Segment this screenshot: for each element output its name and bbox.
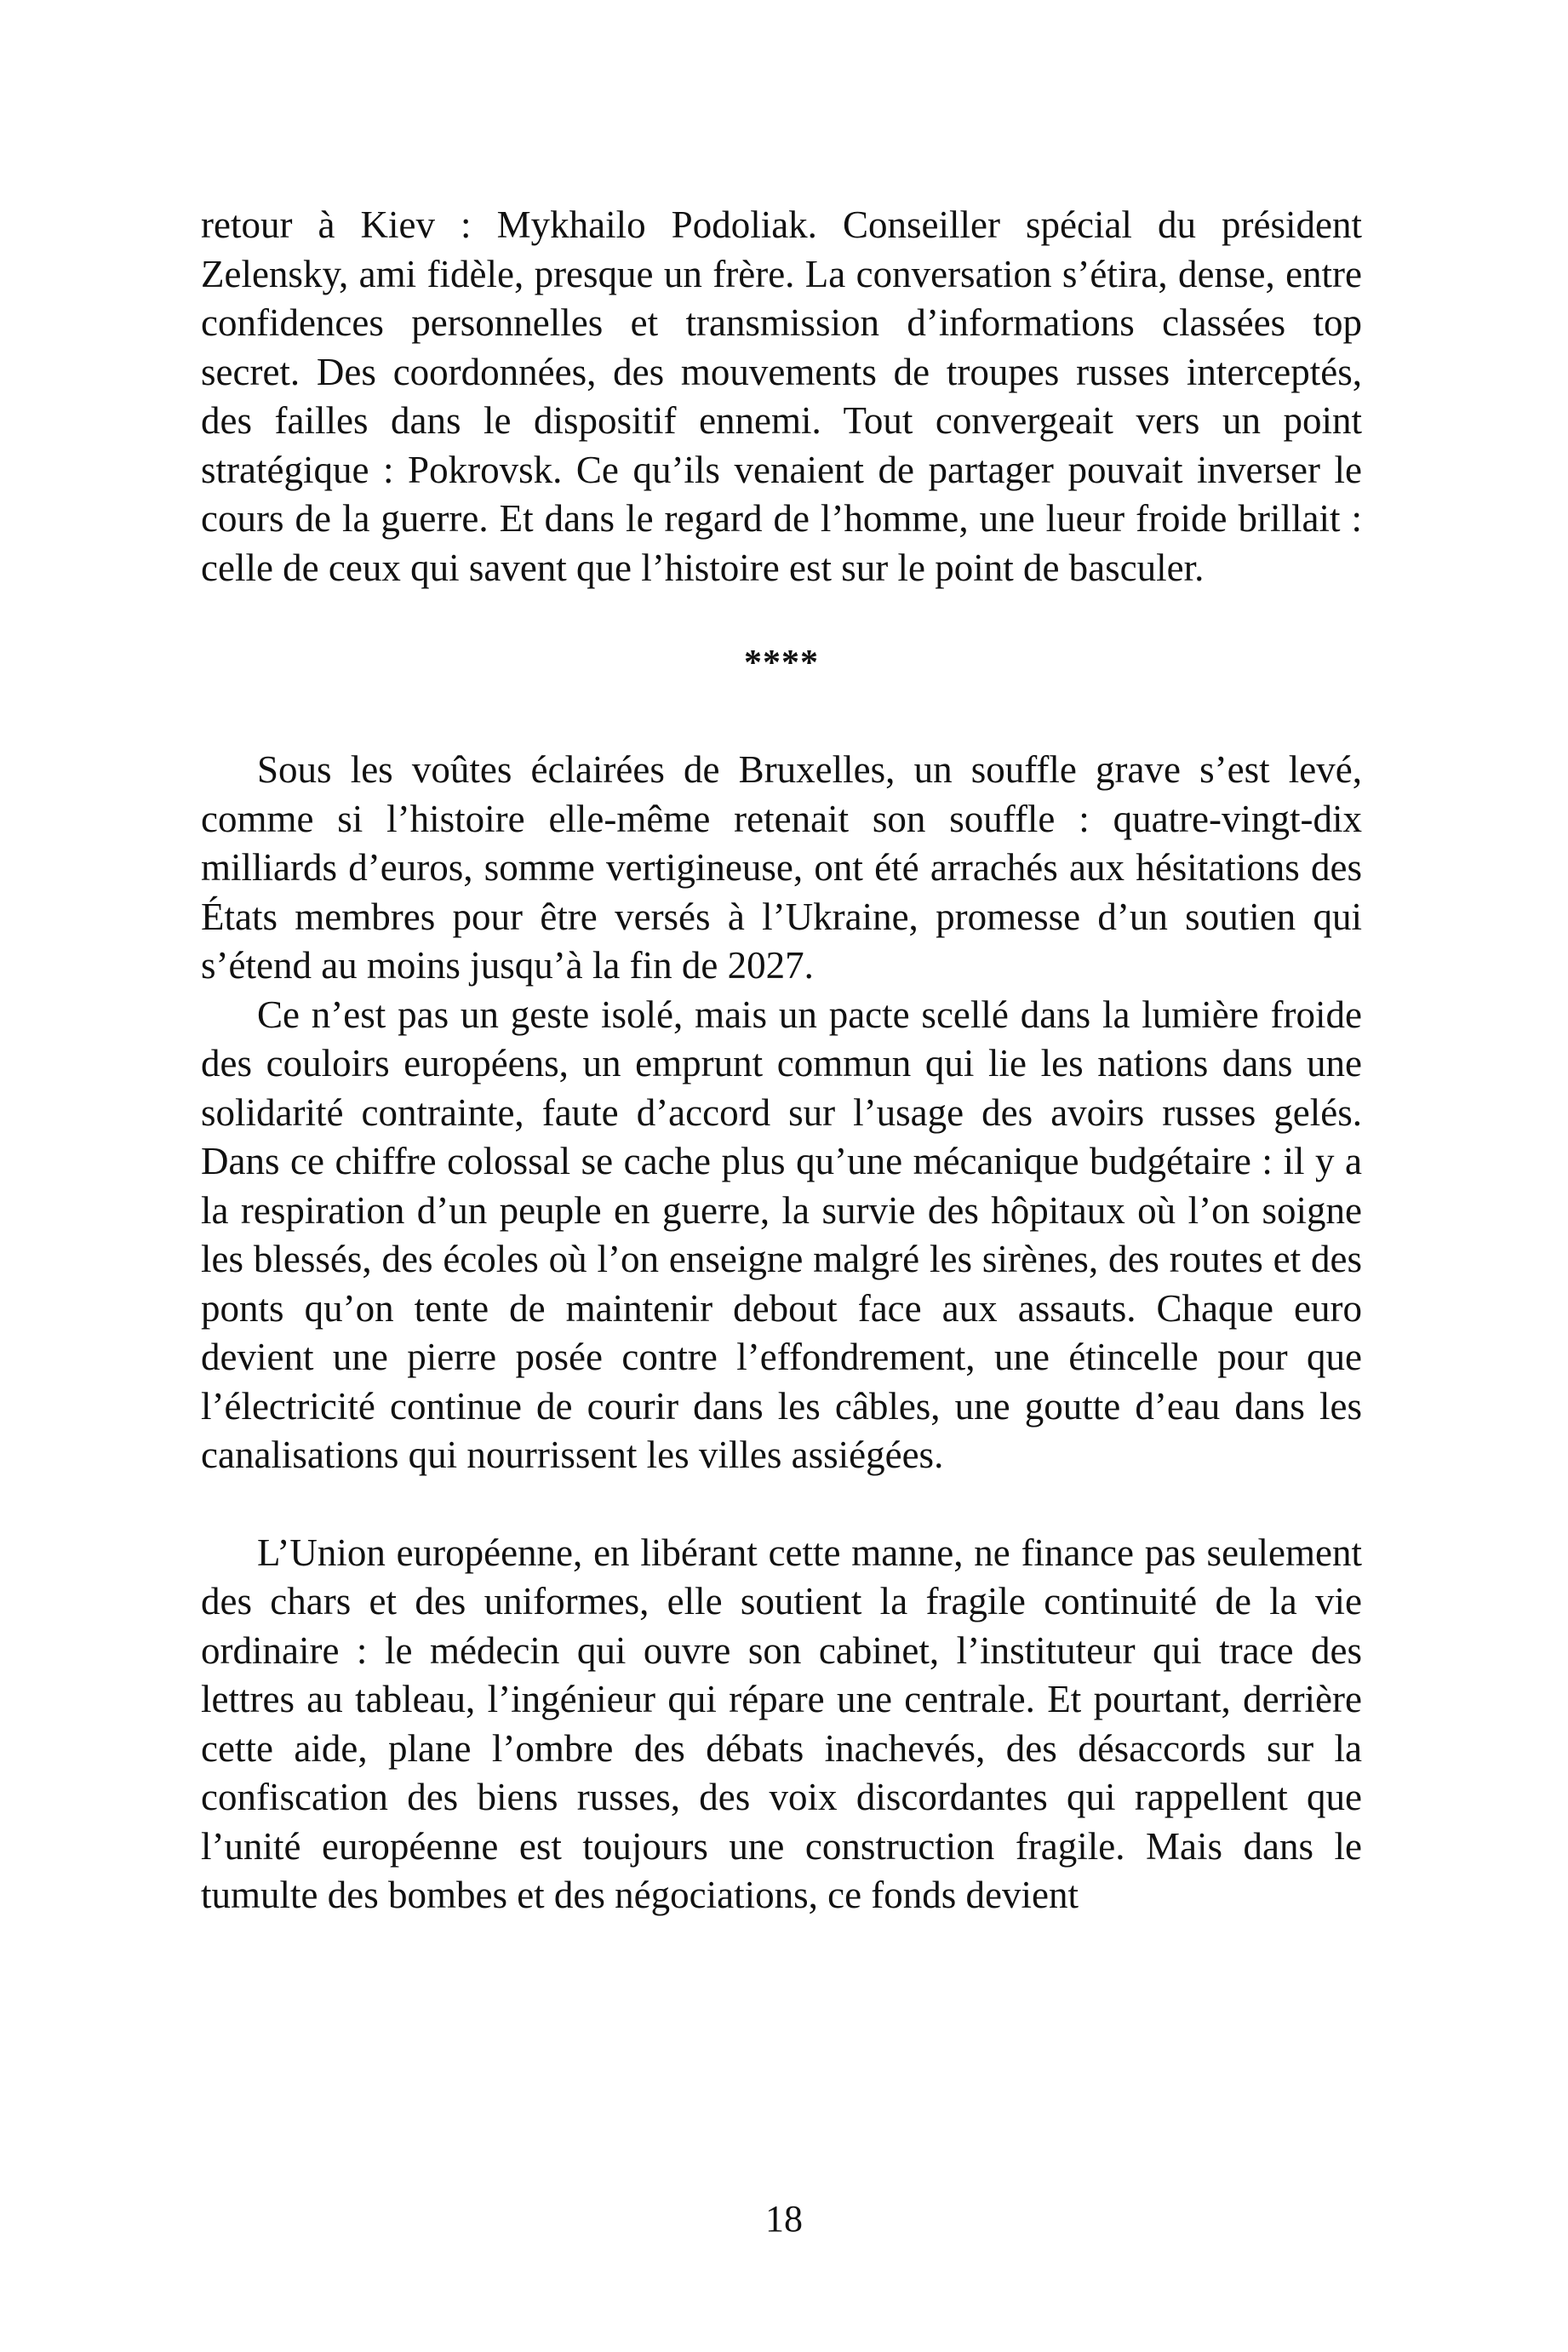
paragraph-pacte: Ce n’est pas un geste isolé, mais un pacte scellé dans la lumière froide des couloirs européens, un emprunt commun qui lie les nations dans une solidarité contrainte, faute d’accord sur l’usage des avoirs russes gelés. Dans ce chiffre colossal se cache plus qu’une mécanique budgétaire : il y a la respiration d’un peuple en guerre, la survie des hôpitaux où l’on soigne les blessés, des écoles où l’on enseigne malgré les sirènes, des routes et des ponts qu’on tente de maintenir debout face aux assauts. Chaque euro devient une pierre posée contre l’effondrement, une étincelle pour que l’électricité continue de courir dans les câbles, une goutte d’eau dans les canalisations qui nourrissent les villes assiégées.: [201, 993, 1362, 1476]
paragraph-kiev: retour à Kiev : Mykhailo Podoliak. Conseiller spécial du président Zelensky, ami fidèle, presque un frère. La conversation s’étira, dense, entre confidences personnelles et transmission d’informations classées top secret. Des coordonnées, des mouvements de troupes russes interceptés, des failles dans le dispositif ennemi. Tout convergeait vers un point stratégique : Pokrovsk. Ce qu’ils venaient de partager pouvait inverser le cours de la guerre. Et dans le regard de l’homme, une lueur froide brillait : celle de ceux qui savent que l’histoire est sur le point de basculer.: [201, 203, 1362, 589]
paragraph-union-europeenne: L’Union européenne, en libérant cette manne, ne finance pas seulement des chars et des uniformes, elle soutient la fragile continuité de la vie ordinaire : le médecin qui ouvre son cabinet, l’instituteur qui trace des lettres au tableau, l’ingénieur qui répare une centrale. Et pourtant, derrière cette aide, plane l’ombre des débats inachevés, des désaccords sur la confiscation des biens russes, des voix discordantes qui rappellent que l’unité européenne est toujours une construction fragile. Mais dans le tumulte des bombes et des négociations, ce fonds devient: [201, 1531, 1362, 1916]
section-separator: ****: [744, 644, 819, 683]
paragraph-bruxelles: Sous les voûtes éclairées de Bruxelles, un souffle grave s’est levé, comme si l’histoire elle-même retenait son souffle : quatre-vingt-dix milliards d’euros, somme vertigineuse, ont été arrachés aux hésitations des États membres pour être versés à l’Ukraine, promesse d’un soutien qui s’étend au moins jusqu’à la fin de 2027.: [201, 748, 1362, 987]
page-body: [201, 201, 1362, 1920]
page-number: 18: [765, 2198, 803, 2240]
